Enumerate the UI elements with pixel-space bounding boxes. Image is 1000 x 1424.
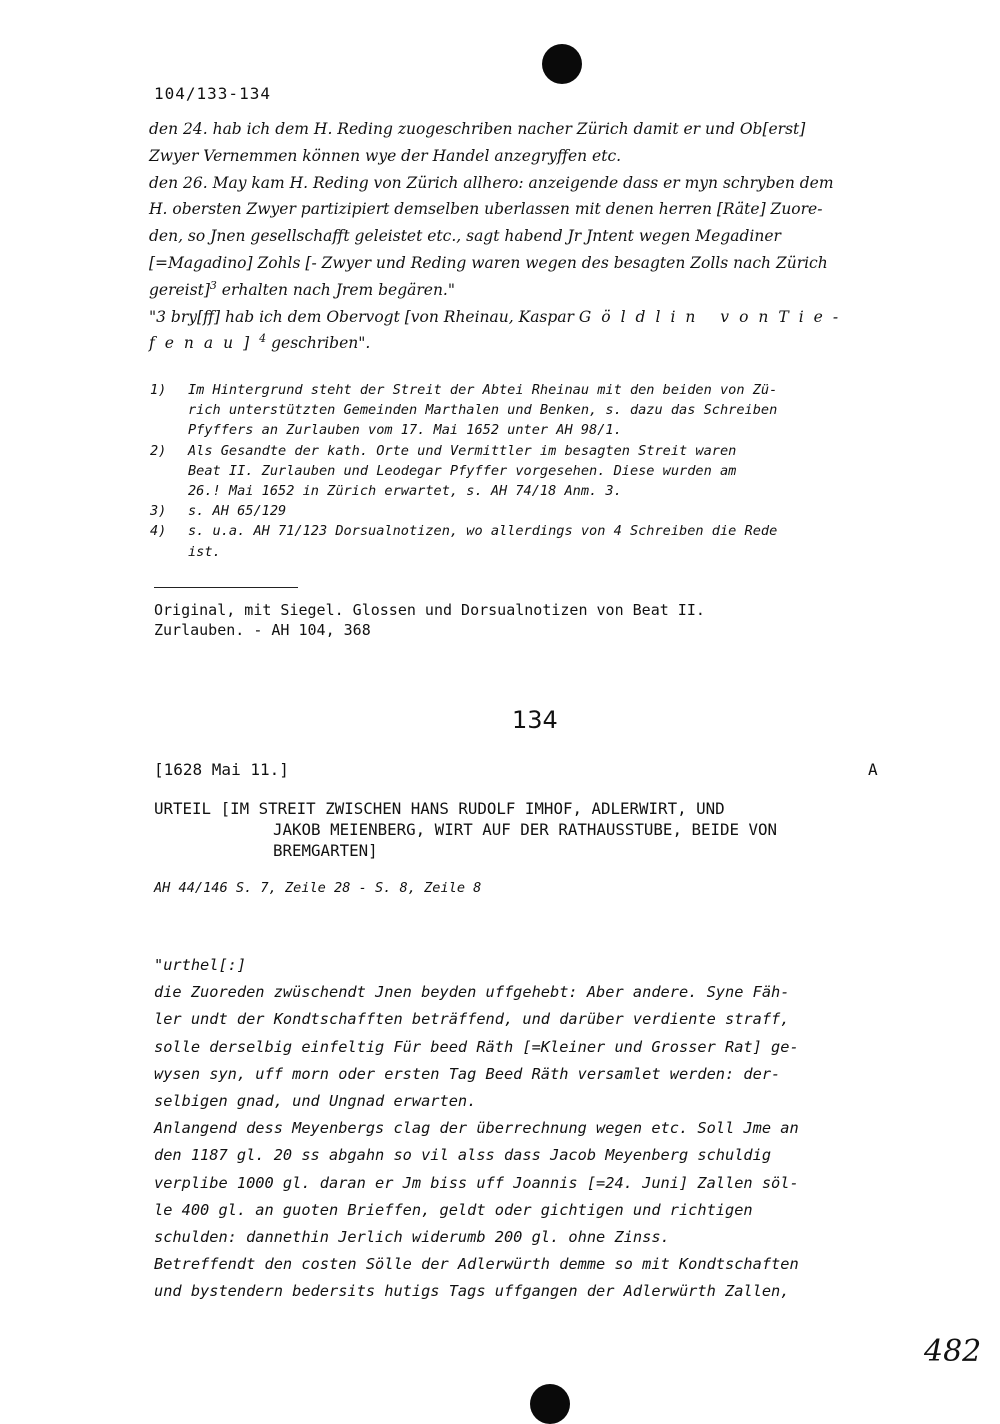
document-type-letter: A — [868, 760, 878, 779]
original-note-line: Zurlauben. - AH 104, 368 — [154, 621, 371, 639]
footnote-number: 3) — [150, 503, 167, 520]
quote-line: den, so Jnen gesellschafft geleistet etc., sagt habend Jr Jntent wegen Megadiner — [149, 227, 781, 246]
quote-line — [149, 330, 919, 357]
body-line: Anlangend dess Meyenbergs clag der überrechnung wegen etc. Soll Jme an — [154, 1119, 799, 1138]
quote-line: [=Magadino] Zohls [- Zwyer und Reding waren wegen des besagten Zolls nach Zürich — [149, 253, 828, 272]
document-body — [154, 952, 924, 1306]
body-line: "urthel[:] — [154, 956, 247, 974]
footnote-line: Pfyffers an Zurlauben vom 17. Mai 1652 unter AH 98/1. — [188, 422, 622, 439]
body-line: wysen syn, uff morn oder ersten Tag Beed Räth versamlet werden: der- — [154, 1064, 781, 1083]
footnote-text — [188, 521, 920, 561]
footnote-ref: 4 — [259, 332, 267, 346]
punch-hole-bottom — [530, 1384, 570, 1424]
footnote-number: 1) — [150, 382, 167, 398]
body-line: die Zuoreden zwüschendt Jnen beyden uffgehebt: Aber andere. Syne Fäh- — [154, 983, 790, 1002]
quote-line: H. obersten Zwyer partizipiert demselben uberlassen mit denen herren [Räte] Zuore- — [149, 200, 823, 219]
footnote-line: Als Gesandte der kath. Orte und Vermittler im besagten Streit waren — [188, 442, 737, 459]
quote-text: erhalten nach Jrem begären." — [216, 280, 455, 299]
body-line: verplibe 1000 gl. daran er Jm biss uff Joannis [=24. Juni] Zallen söl- — [154, 1173, 799, 1192]
quote-spaced-name: fenau] — [149, 334, 260, 353]
body-line: schulden: dannethin Jerlich widerumb 200 gl. ohne Zinss. — [154, 1228, 670, 1247]
separator-rule — [154, 587, 298, 588]
footnote-line: Beat II. Zurlauben und Leodegar Pfyffer vorgesehen. Diese wurden am — [188, 462, 737, 479]
quote-line: Zwyer Vernemmen können wye der Handel anzegryffen etc. — [149, 146, 622, 165]
body-line: und bystendern bedersits hutigs Tags uffgangen der Adlerwürth Zallen, — [154, 1282, 790, 1301]
quote-spaced-name: Göldlin vonTie- — [578, 307, 849, 326]
body-line: selbigen gnad, und Ungnad erwarten. — [154, 1092, 477, 1111]
footnote-text — [188, 441, 920, 502]
body-line: le 400 gl. an guoten Brieffen, geldt oder gichtigen und richtigen — [154, 1200, 753, 1219]
quote-line — [149, 277, 919, 304]
title-line: URTEIL [IM STREIT ZWISCHEN HANS RUDOLF IMHOF, ADLERWIRT, UND — [154, 799, 725, 818]
quote-text: gereist] — [149, 280, 210, 299]
footnote-number: 4) — [150, 523, 167, 540]
quote-line: den 26. May kam H. Reding von Zürich allhero: anzeigende dass er myn schryben dem — [149, 173, 834, 192]
footnote-ref: 3 — [209, 278, 217, 292]
footnote — [150, 501, 920, 521]
footnote-line: 26.! Mai 1652 in Zürich erwartet, s. AH 74/18 Anm. 3. — [188, 483, 622, 500]
quote-text: geschriben". — [266, 334, 371, 353]
handwritten-page-number: 482 — [924, 1334, 982, 1369]
footnote-line: ist. — [188, 543, 221, 560]
footnote — [150, 441, 920, 502]
footnote-line: Im Hintergrund steht der Streit der Abtei Rheinau mit den beiden von Zü- — [188, 382, 778, 398]
source-reference: AH 44/146 S. 7, Zeile 28 - S. 8, Zeile 8 — [154, 880, 482, 896]
footnote-number: 2) — [150, 442, 167, 459]
title-line: BREMGARTEN] — [273, 841, 378, 860]
document-date: [1628 Mai 11.] — [154, 760, 289, 779]
footnote — [150, 380, 920, 441]
document-number: 134 — [512, 706, 558, 734]
original-note-line: Original, mit Siegel. Glossen und Dorsualnotizen von Beat II. — [154, 601, 705, 619]
quote-line: den 24. hab ich dem H. Reding zuogeschriben nacher Zürich damit er und Ob[erst] — [149, 120, 806, 138]
footnote-text — [188, 501, 920, 521]
footnote-line: s. AH 65/129 — [188, 503, 287, 520]
footnote-text — [188, 380, 920, 441]
body-line: ler undt der Kondtschafften beträffend, und darüber verdiente straff, — [154, 1010, 790, 1029]
footnotes — [150, 380, 920, 562]
quote-line — [149, 304, 919, 331]
footnote-line: rich unterstützten Gemeinden Marthalen und Benken, s. dazu das Schreiben — [188, 402, 778, 419]
body-line: Betreffendt den costen Sölle der Adlerwürth demme so mit Kondtschaften — [154, 1255, 799, 1274]
quoted-excerpt — [149, 116, 919, 357]
footnote — [150, 521, 920, 561]
quote-text: "3 bry[ff] hab ich dem Obervogt [von Rheinau, Kaspar — [149, 307, 579, 326]
punch-hole-top — [542, 44, 582, 84]
body-line: solle derselbig einfeltig Für beed Räth [=Kleiner und Grosser Rat] ge- — [154, 1037, 799, 1056]
original-note — [154, 600, 914, 640]
document-range-id: 104/133-134 — [154, 84, 271, 103]
title-line: JAKOB MEIENBERG, WIRT AUF DER RATHAUSSTUBE, BEIDE VON — [273, 820, 778, 839]
document-title — [154, 798, 924, 861]
body-line: den 1187 gl. 20 ss abgahn so vil alss dass Jacob Meyenberg schuldig — [154, 1146, 772, 1165]
footnote-line: s. u.a. AH 71/123 Dorsualnotizen, wo allerdings von 4 Schreiben die Rede — [188, 523, 778, 540]
